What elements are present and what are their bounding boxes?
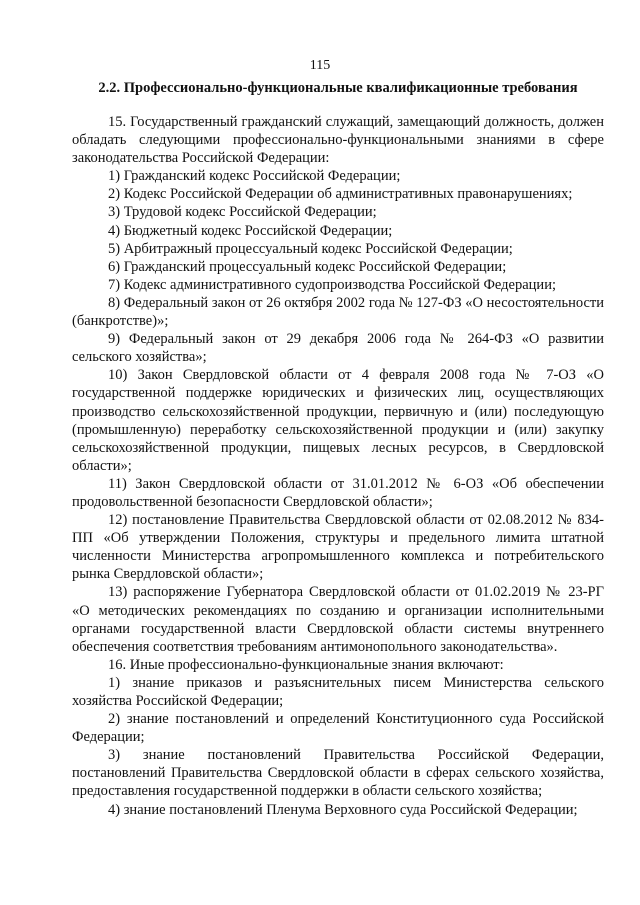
- list-item-16-4: 4) знание постановлений Пленума Верховного суда Российской Федерации;: [108, 801, 578, 818]
- list-item-15-1: 1) Гражданский кодекс Российской Федерации;: [108, 168, 401, 185]
- list-item-16-3: 3) знание постановлений Правительства Российской Федерации, постановлений Правительства Свердловской области в сферах сельского хозяйства, предоставления государственной поддержки в области сельского хозяйства;: [72, 747, 604, 800]
- list-item-15-11: 11) Закон Свердловской области от 31.01.2012 № 6-ОЗ «Об обеспечении продовольственной безопасности Свердловской области»;: [72, 475, 604, 510]
- list-item-15-5: 5) Арбитражный процессуальный кодекс Российской Федерации;: [108, 240, 513, 257]
- list-item-15-12: 12) постановление Правительства Свердловской области от 02.08.2012 № 834-ПП «Об утверждении Положения, структуры и предельного лимита штатной численности Министерства агропромышленного комплекса и потребительского рынка Свердловской области»;: [72, 512, 604, 583]
- list-item-15-10: 10) Закон Свердловской области от 4 февраля 2008 года № 7-ОЗ «О государственной поддержке юридических и физических лиц, осуществляющих производство сельскохозяйственной продукции, первичную и (или) последующую (промышленную) переработку сельскохозяйственной продукции и (или) закупку сельскохозяйственной продукции, пищевых лесных ресурсов, в Свердловской области»;: [72, 367, 604, 474]
- list-item-15-4: 4) Бюджетный кодекс Российской Федерации;: [108, 222, 393, 239]
- document-body: [72, 113, 604, 819]
- list-item-15-8: 8) Федеральный закон от 26 октября 2002 года № 127-ФЗ «О несостоятельности (банкротстве)»;: [72, 294, 604, 330]
- list-item-15-13: 13) распоряжение Губернатора Свердловской области от 01.02.2019 № 23-РГ «О методических рекомендациях по созданию и организации исполнительными органами государственной власти Свердловской области системы внутреннего обеспечения соответствия требованиям антимонопольного законодательства».: [72, 584, 604, 655]
- list-item-15-9: 9) Федеральный закон от 29 декабря 2006 года № 264-ФЗ «О развитии сельского хозяйства»;: [72, 331, 604, 366]
- paragraph-16-intro: 16. Иные профессионально-функциональные знания включают:: [108, 656, 504, 673]
- section-title: 2.2. Профессионально-функциональные квалификационные требования: [98, 80, 578, 96]
- page-number: 115: [309, 58, 331, 73]
- list-item-15-2: 2) Кодекс Российской Федерации об административных правонарушениях;: [108, 186, 573, 203]
- list-item-16-1: 1) знание приказов и разъяснительных писем Министерства сельского хозяйства Российской Федерации;: [72, 674, 604, 709]
- list-item-15-3: 3) Трудовой кодекс Российской Федерации;: [108, 204, 377, 221]
- list-item-16-2: 2) знание постановлений и определений Конституционного суда Российской Федерации;: [72, 711, 604, 746]
- list-item-15-7: 7) Кодекс административного судопроизводства Российской Федерации;: [108, 276, 556, 293]
- list-item-15-6: 6) Гражданский процессуальный кодекс Российской Федерации;: [108, 258, 507, 275]
- paragraph-15-intro: 15. Государственный гражданский служащий, замещающий должность, должен обладать следующими профессионально-функциональными знаниями в сфере законодательства Российской Федерации:: [72, 114, 604, 167]
